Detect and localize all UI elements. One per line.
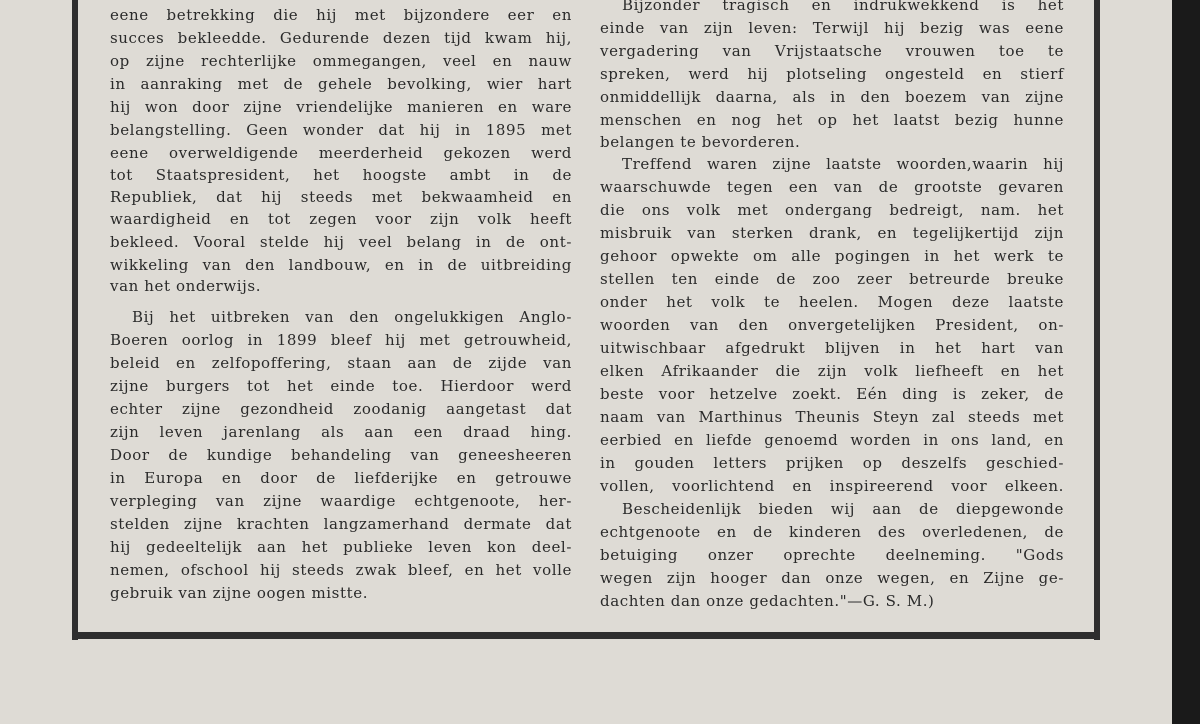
text-line: die ons volk met ondergang bedreigt, nam. het [600, 201, 1064, 219]
text-line: zijn leven jarenlang als aan een draad hing. [110, 423, 572, 441]
text-line: eerbied en liefde genoemd worden in ons land, en [600, 431, 1064, 449]
text-line: hij won door zijne vriendelijke manieren en ware [110, 98, 572, 116]
text-line: echtgenoote en de kinderen des overledenen, de [600, 523, 1064, 541]
text-line: stelden zijne krachten langzamerhand dermate dat [110, 515, 572, 533]
text-line: Bescheidenlijk bieden wij aan de diepgewonde [622, 500, 1064, 518]
text-line: uitwischbaar afgedrukt blijven in het hart van [600, 339, 1064, 357]
text-line: eene betrekking die hij met bijzondere eer en [110, 6, 572, 24]
text-line: waarschuwde tegen een van de grootste gevaren [600, 178, 1064, 196]
text-line: op zijne rechterlijke ommegangen, veel en nauw [110, 52, 572, 70]
text-line: Door de kundige behandeling van geneesheeren [110, 446, 572, 464]
text-line: tot Staatspresident, het hoogste ambt in de [110, 166, 572, 184]
text-line: spreken, werd hij plotseling ongesteld en stierf [600, 65, 1064, 83]
text-line: elken Afrikaander die zijn volk liefheeft en het [600, 362, 1064, 380]
page-border-bottom [72, 632, 1100, 639]
text-line: woorden van den onvergetelijken President, on- [600, 316, 1064, 334]
page-border-left [72, 0, 78, 640]
text-line: waardigheid en tot zegen voor zijn volk heeft [110, 210, 572, 228]
text-line: in aanraking met de gehele bevolking, wier hart [110, 75, 572, 93]
text-line: misbruik van sterken drank, en tegelijkertijd zijn [600, 224, 1064, 242]
scan-dark-edge [1172, 0, 1200, 724]
text-line: dachten dan onze gedachten."—G. S. M.) [600, 592, 935, 610]
text-line: van het onderwijs. [110, 277, 262, 295]
text-line: Republiek, dat hij steeds met bekwaamheid en [110, 188, 572, 206]
text-line: naam van Marthinus Theunis Steyn zal steeds met [600, 408, 1064, 426]
text-line: Bij het uitbreken van den ongelukkigen Anglo- [132, 308, 572, 326]
text-line: vergadering van Vrijstaatsche vrouwen toe te [600, 42, 1064, 60]
text-line: belangstelling. Geen wonder dat hij in 1895 met [110, 121, 572, 139]
text-line: belangen te bevorderen. [600, 133, 801, 151]
text-line: eene overweldigende meerderheid gekozen werd [110, 144, 572, 162]
text-line: beleid en zelfopoffering, staan aan de zijde van [110, 354, 572, 372]
text-line: in Europa en door de liefderijke en getrouwe [110, 469, 572, 487]
text-line: wikkeling van den landbouw, en in de uitbreiding [110, 256, 572, 274]
text-line: echter zijne gezondheid zoodanig aangetast dat [110, 400, 572, 418]
text-line: Bijzonder tragisch en indrukwekkend is het [622, 0, 1064, 14]
text-line: in gouden letters prijken op deszelfs geschied- [600, 454, 1064, 472]
text-line: betuiging onzer oprechte deelneming. "Gods [600, 546, 1064, 564]
text-line: onmiddellijk daarna, als in den boezem van zijne [600, 88, 1064, 106]
text-line: verpleging van zijne waardige echtgenoote, her- [110, 492, 572, 510]
text-line: succes bekleedde. Gedurende dezen tijd kwam hij, [110, 29, 572, 47]
text-line: gehoor opwekte om alle pogingen in het werk te [600, 247, 1064, 265]
text-line: onder het volk te heelen. Mogen deze laatste [600, 293, 1064, 311]
text-line: stellen ten einde de zoo zeer betreurde breuke [600, 270, 1064, 288]
text-line: menschen en nog het op het laatst bezig hunne [600, 111, 1064, 129]
text-line: wegen zijn hooger dan onze wegen, en Zijne ge- [600, 569, 1064, 587]
text-line: Boeren oorlog in 1899 bleef hij met getrouwheid, [110, 331, 572, 349]
text-line: gebruik van zijne oogen mistte. [110, 584, 369, 602]
text-line: nemen, ofschool hij steeds zwak bleef, en het volle [110, 561, 572, 579]
text-line: beste voor hetzelve zoekt. Eén ding is zeker, de [600, 385, 1064, 403]
text-line: vollen, voorlichtend en inspireerend voor elkeen. [600, 477, 1064, 495]
text-line: Treffend waren zijne laatste woorden,waarin hij [622, 155, 1064, 173]
text-line: einde van zijn leven: Terwijl hij bezig was eene [600, 19, 1064, 37]
text-line: bekleed. Vooral stelde hij veel belang in de ont- [110, 233, 572, 251]
text-line: zijne burgers tot het einde toe. Hierdoor werd [110, 377, 572, 395]
text-line: hij gedeeltelijk aan het publieke leven kon deel- [110, 538, 572, 556]
page-border-right [1094, 0, 1100, 640]
